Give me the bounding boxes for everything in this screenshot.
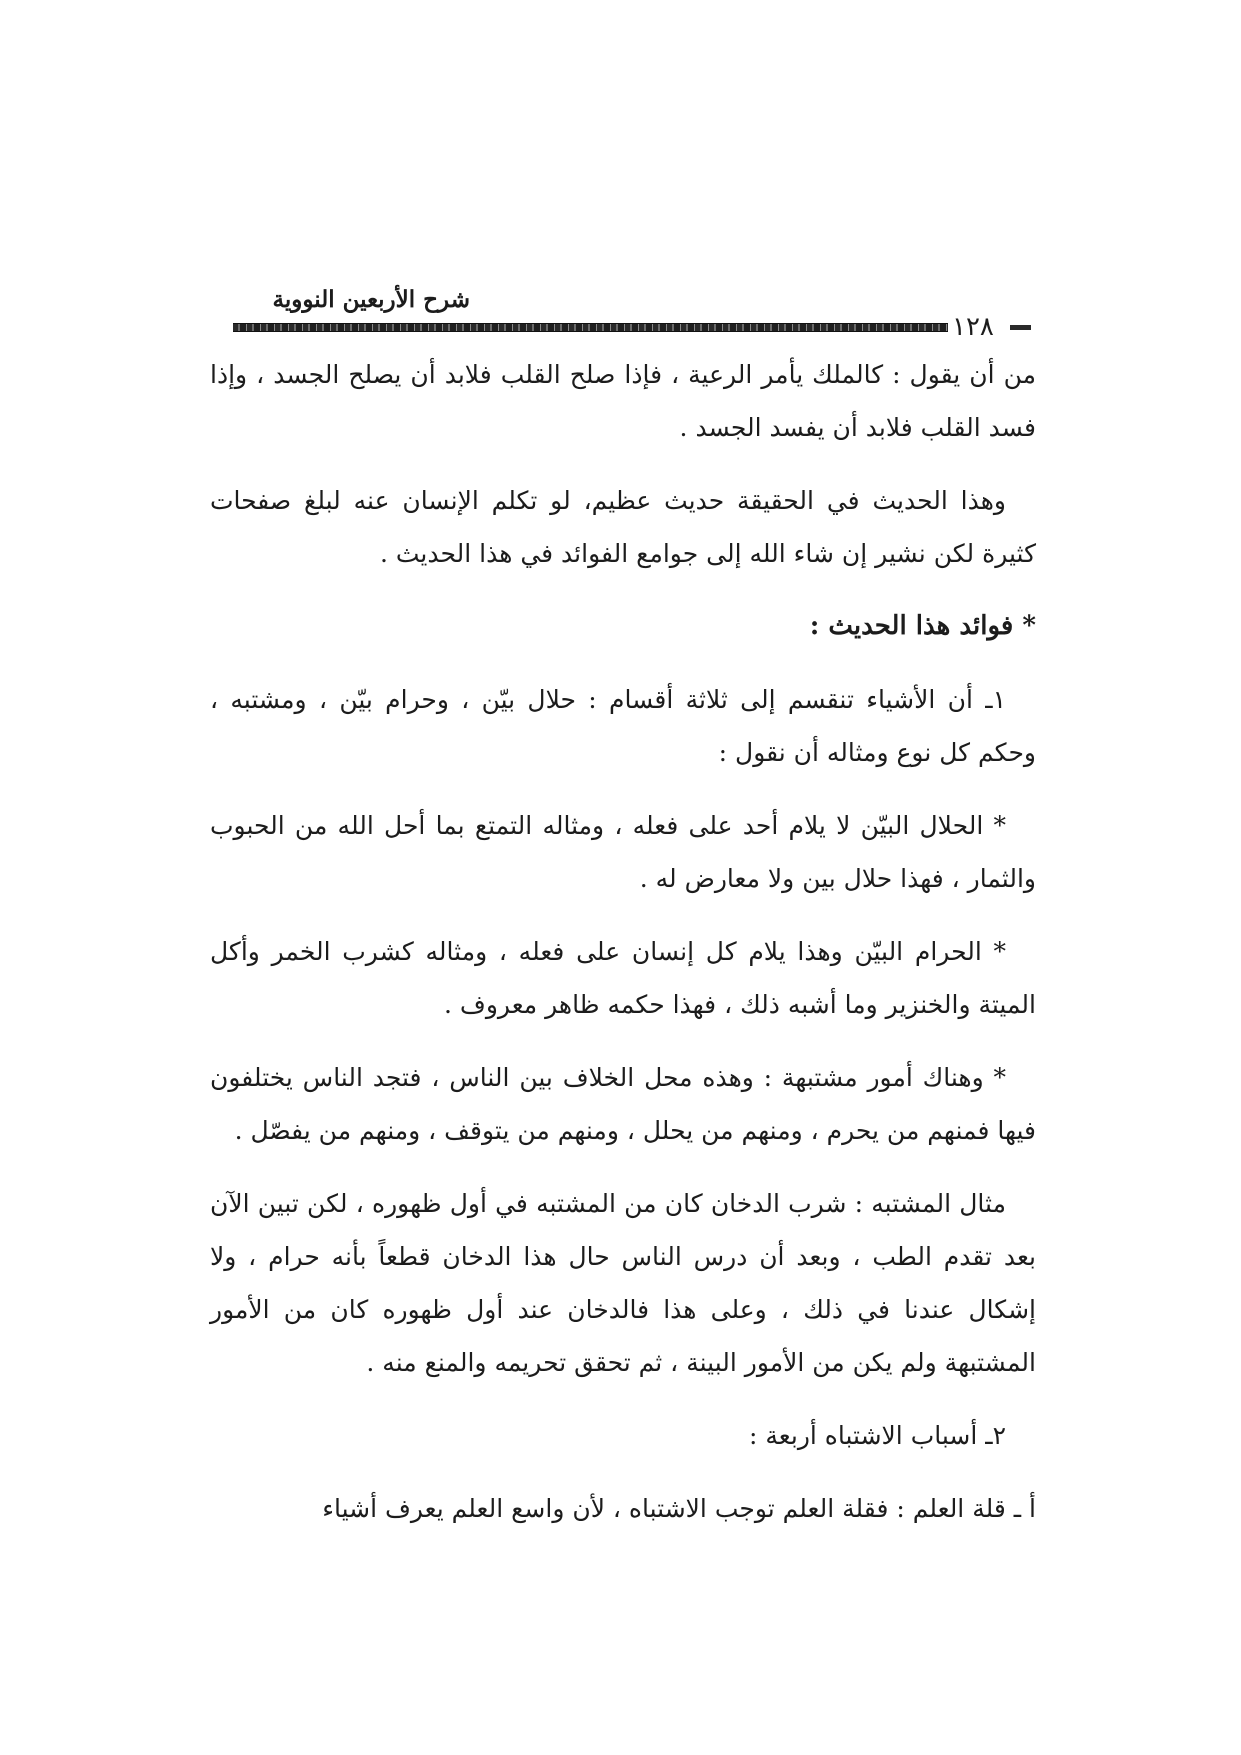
paragraph: وهذا الحديث في الحقيقة حديث عظيم، لو تكلم الإنسان عنه لبلغ صفحات كثيرة لكن نشير إن شاء الله إلى جوامع الفوائد في هذا الحديث . — [210, 486, 1036, 568]
paragraph: من أن يقول : كالملك يأمر الرعية ، فإذا صلح القلب فلابد أن يصلح الجسد ، وإذا فسد القلب فلابد أن يفسد الجسد . — [210, 360, 1036, 442]
section-heading: * فوائد هذا الحديث : — [809, 611, 1036, 641]
paragraph: ٢ـ أسباب الاشتباه أربعة : — [749, 1421, 1006, 1450]
body-text — [210, 348, 1036, 1555]
paragraph: * الحرام البيّن وهذا يلام كل إنسان على فعله ، ومثاله كشرب الخمر وأكل الميتة والخنزير وما أشبه ذلك ، فهذا حكمه ظاهر معروف . — [210, 937, 1036, 1019]
paragraph: ١ـ أن الأشياء تنقسم إلى ثلاثة أقسام : حلال بيّن ، وحرام بيّن ، ومشتبه ، وحكم كل نوع ومثاله أن نقول : — [210, 685, 1036, 767]
paragraph: مثال المشتبه : شرب الدخان كان من المشتبه في أول ظهوره ، لكن تبين الآن بعد تقدم الطب ، وبعد أن درس الناس حال هذا الدخان قطعاً بأنه حرام ، ولا إشكال عندنا في ذلك ، وعلى هذا فالدخان عند أول ظهوره كان من الأمور المشتبهة ولم يكن من الأمور البينة ، ثم تحقق تحريمه والمنع منه . — [210, 1189, 1036, 1377]
header-rule-end — [1010, 325, 1031, 330]
paragraph: * الحلال البيّن لا يلام أحد على فعله ، ومثاله التمتع بما أحل الله من الحبوب والثمار ، فهذا حلال بين ولا معارض له . — [210, 811, 1036, 893]
page-number: ١٢٨ — [952, 312, 994, 342]
paragraph: * وهناك أمور مشتبهة : وهذه محل الخلاف بين الناس ، فتجد الناس يختلفون فيها فمنهم من يحرم ، ومنهم من يحلل ، ومنهم من يتوقف ، ومنهم من يفصّل . — [210, 1063, 1036, 1145]
paragraph: أ ـ قلة العلم : فقلة العلم توجب الاشتباه ، لأن واسع العلم يعرف أشياء — [322, 1494, 1036, 1523]
header-rule — [233, 323, 948, 332]
running-title: شرح الأربعين النووية — [272, 286, 470, 313]
